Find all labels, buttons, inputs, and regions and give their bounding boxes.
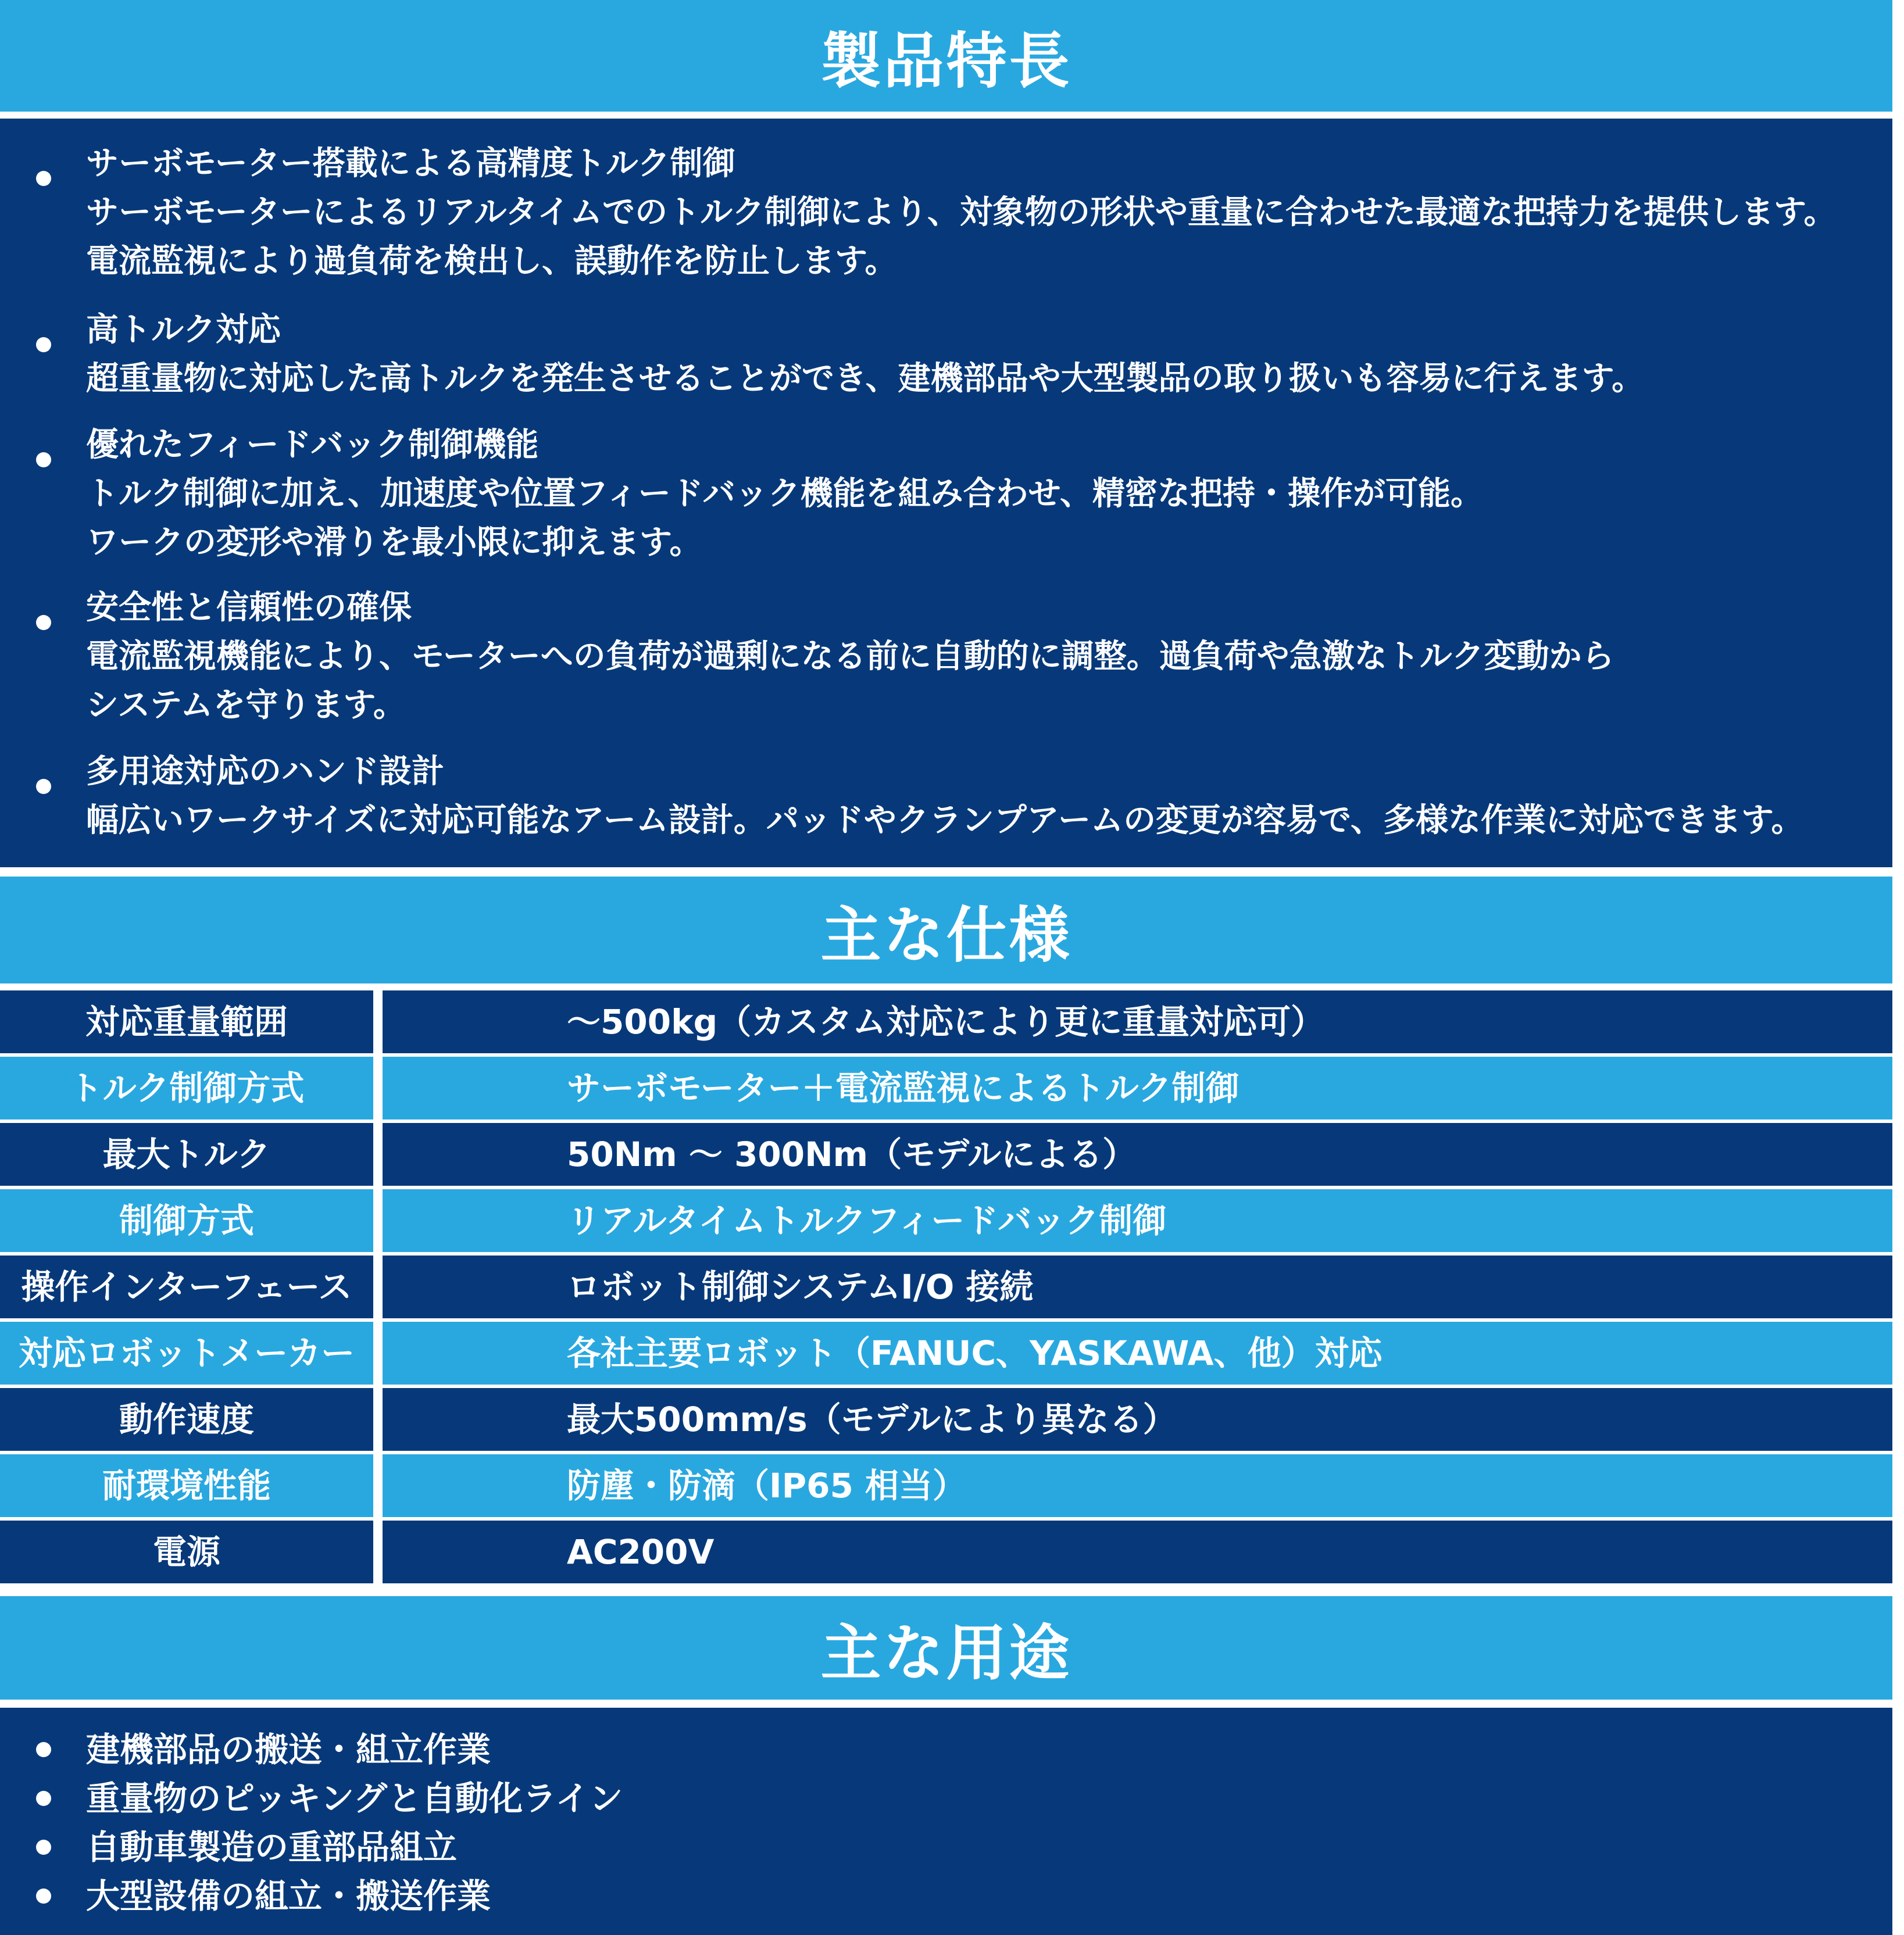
spec-value: サーボモーター＋電流監視によるトルク制御 (567, 1068, 1239, 1108)
spec-value: 〜500kg（カスタム対応により更に重量対応可） (567, 1002, 1325, 1042)
feature-title: サーボモーター搭載による高精度トルク制御 (86, 145, 735, 183)
use-label: 建機部品の搬送・組立作業 (86, 1730, 491, 1769)
feature-title: 高トルク対応 (86, 311, 281, 349)
table-row (0, 1388, 1892, 1451)
spec-label: 耐環境性能 (102, 1466, 271, 1505)
spec-value: 各社主要ロボット（FANUC、YASKAWA、他）対応 (567, 1333, 1383, 1373)
bullet-icon (36, 452, 51, 467)
spec-value: AC200V (567, 1532, 715, 1572)
column-divider (373, 990, 383, 1586)
feature-description: 超重量物に対応した高トルクを発生させることができ、建機部品や大型製品の取り扱いも容易に行えます。 (86, 360, 1645, 398)
bullet-icon (36, 171, 51, 186)
spec-value: 50Nm 〜 300Nm（モデルによる） (567, 1135, 1137, 1174)
spec-label: 操作インターフェース (21, 1267, 352, 1307)
uses-header (0, 1596, 1892, 1700)
feature-description: 幅広いワークサイズに対応可能なアーム設計。パッドやクランプアームの変更が容易で、多様な作業に対応できます。 (86, 802, 1804, 839)
bullet-icon (36, 1742, 51, 1757)
spec-table (0, 990, 1892, 1586)
specs-heading: 主な仕様 (820, 900, 1072, 971)
table-row (0, 990, 1892, 1053)
table-row (0, 1189, 1892, 1252)
spec-label: 制御方式 (119, 1201, 254, 1240)
feature-description: サーボモーターによるリアルタイムでのトルク制御により、対象物の形状や重量に合わせた最適な把持力を提供します。 電流監視により過負荷を検出し、誤動作を防止します。 (86, 194, 1837, 280)
uses-heading: 主な用途 (820, 1618, 1072, 1689)
bullet-icon (36, 1791, 51, 1806)
spec-value: リアルタイムトルクフィードバック制御 (567, 1201, 1167, 1240)
table-row (0, 1454, 1892, 1517)
use-label: 自動車製造の重部品組立 (86, 1827, 458, 1867)
list-item (0, 1872, 1892, 1920)
table-row (0, 1256, 1892, 1318)
spec-label: 動作速度 (119, 1400, 254, 1439)
use-label: 大型設備の組立・搬送作業 (86, 1876, 491, 1916)
table-row (0, 1322, 1892, 1385)
spec-label: 対応重量範囲 (85, 1002, 288, 1042)
specs-header (0, 877, 1892, 983)
table-row (0, 1057, 1892, 1119)
feature-title: 安全性と信頼性の確保 (86, 589, 412, 627)
bullet-icon (36, 1888, 51, 1904)
table-row (0, 1521, 1892, 1583)
bullet-icon (36, 337, 51, 352)
spec-value: ロボット制御システムI/O 接続 (567, 1267, 1034, 1307)
feature-title: 多用途対応のハンド設計 (86, 753, 444, 791)
feature-description: 電流監視機能により、モーターへの負荷が過剰になる前に自動的に調整。過負荷や急激なトルク変動から システムを守ります。 (86, 638, 1614, 724)
feature-title: 優れたフィードバック制御機能 (86, 426, 539, 464)
features-panel (0, 119, 1892, 867)
uses-panel (0, 1708, 1892, 1935)
table-row (0, 1123, 1892, 1186)
spec-label: 最大トルク (102, 1135, 271, 1174)
spec-value: 防塵・防滴（IP65 相当） (567, 1466, 966, 1505)
list-item (0, 1774, 1892, 1823)
spec-label: トルク制御方式 (69, 1068, 305, 1108)
use-label: 重量物のピッキングと自動化ライン (86, 1779, 623, 1818)
spec-label: 対応ロボットメーカー (18, 1333, 355, 1373)
feature-description: トルク制御に加え、加速度や位置フィードバック機能を組み合わせ、精密な把持・操作が可能。 ワークの変形や滑りを最小限に抑えます。 (86, 475, 1483, 561)
bullet-icon (36, 779, 51, 794)
features-heading: 製品特長 (820, 26, 1072, 96)
bullet-icon (36, 615, 51, 630)
bullet-icon (36, 1840, 51, 1855)
features-header (0, 0, 1892, 112)
spec-value: 最大500mm/s（モデルにより異なる） (567, 1400, 1177, 1439)
list-item (0, 1725, 1892, 1774)
spec-label: 電源 (152, 1532, 220, 1572)
list-item (0, 1823, 1892, 1872)
